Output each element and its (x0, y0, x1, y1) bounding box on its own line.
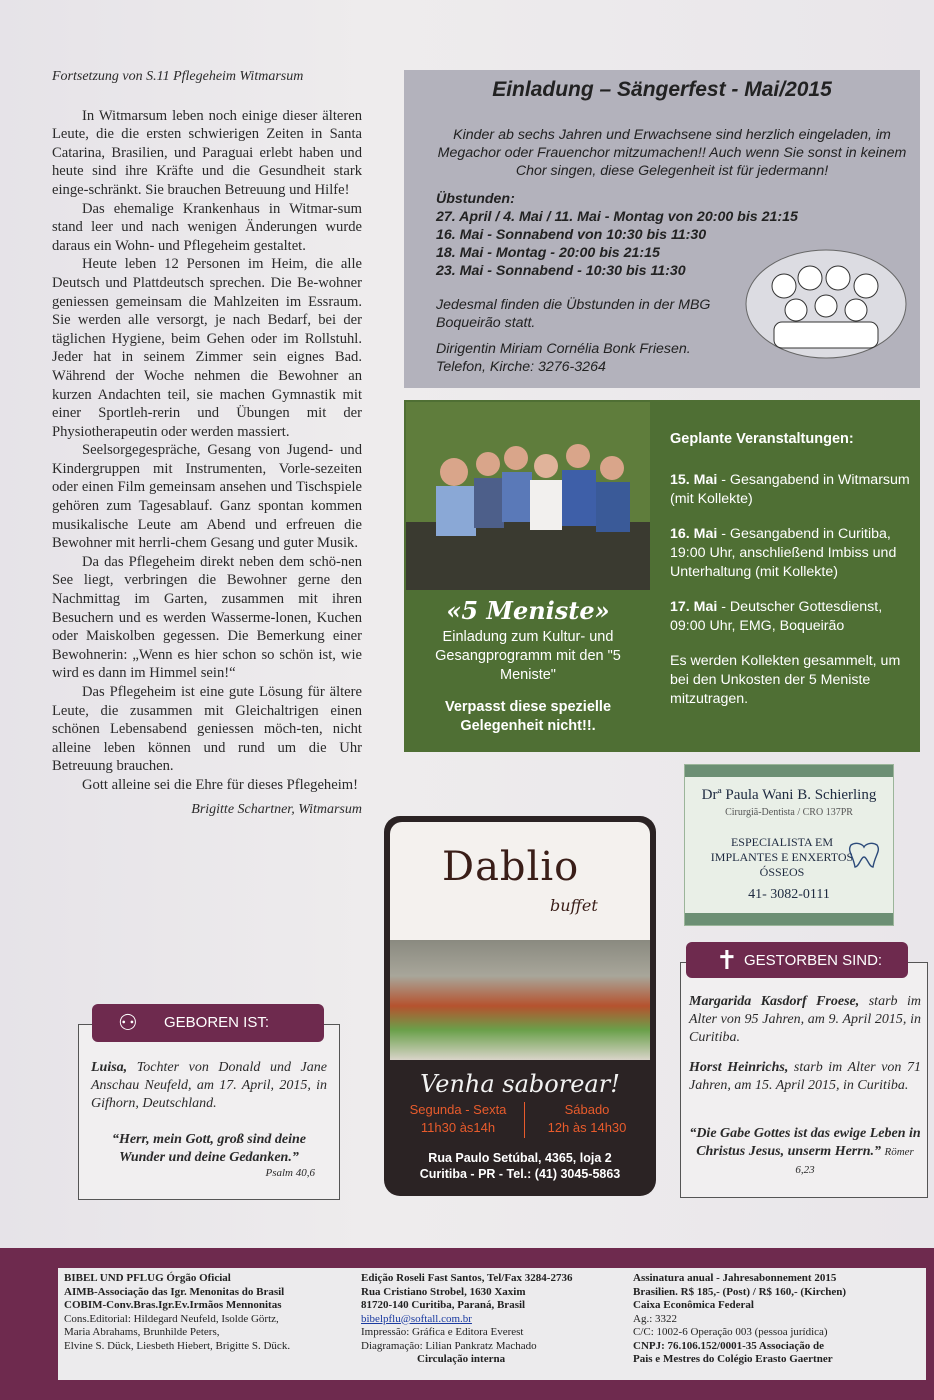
meniste-cta: Verpasst diese spezielle Gelegenheit nicht!!. (444, 699, 612, 734)
buffet-logo-area (390, 822, 650, 940)
gestorben-box (680, 962, 928, 1198)
einladung-box (404, 70, 920, 388)
impressum-col-subscription: Assinatura anual - Jahresabonnement 2015 Brasilien. R$ 185,- (Post) / R$ 160,- (Kirchen) Caixa Econômica Federal Ag.: 3322 C/C: 1002-6 Operação 003 (pessoa jurídica) CNPJ: 76.106.152/0001-35 Associação de Pais e Mestres do Colégio Erasto Gaertner (633, 1272, 847, 1365)
death-notice: Horst Heinrichs, starb im Alter von 71 Jahren, am 15. April 2015, in Curitiba. (689, 1060, 921, 1093)
buffet-hours-weekday: 11h30 às14h (420, 1120, 496, 1135)
death-quote: “Die Gabe Gottes ist das ewige Leben in Christus Jesus, unserm Herrn.” Römer 6,23 (689, 1126, 921, 1176)
birth-quote-ref: Psalm 40,6 (265, 1167, 315, 1179)
article-pflegeheim (52, 68, 362, 819)
continuation-note: Fortsetzung von S.11 Pflegeheim Witmarsum (52, 69, 304, 84)
events-note: Es werden Kollekten gesammelt, um bei den Unkosten der 5 Meniste mitzutragen. (670, 653, 901, 707)
buffet-logo-sub: buffet (550, 896, 598, 915)
buffet-slogan: Venha saborear! (420, 1070, 620, 1098)
telefon: Telefon, Kirche: 3276-3264 (436, 359, 606, 375)
dentist-specialty: ESPECIALISTA EM IMPLANTES E ENXERTOS ÓSSEOS (710, 835, 854, 879)
meniste-title: «5 Meniste» (446, 596, 610, 625)
buffet-food-photo (390, 940, 650, 1060)
article-signature: Brigitte Schartner, Witmarsum (191, 801, 362, 817)
birth-quote: “Herr, mein Gott, groß sind deine Wunder und deine Gedanken.” (111, 1132, 307, 1165)
email-link[interactable]: bibelpflu@softall.com.br (361, 1312, 472, 1325)
article-paragraph: Seelsorgegespräche, Gesang von Jugend- und Kindergruppen mit Instrumenten, Vorle-sezeiten oder einen Film gemeinsam ansehen und Tischspiele gehören zum Tagesablauf. Ganz spontan kommen musikalische Leute am Abend und erfreuen die Bewohner mit herrli-chem Gesang und guter Musik. (52, 442, 362, 552)
uebstunde-item: 23. Mai - Sonnabend - 10:30 bis 11:30 (436, 263, 686, 279)
article-paragraph: In Witmarsum leben noch einige dieser älteren Leute, die die ersten schwierigen Zeiten in Santa Catarina, Brasilien, und Paraguai erlebt haben und heute sind ihre Kräfte und die Gesundheit stark einge-schränkt. Sie brauchen Betreuung und Hilfe! (52, 107, 362, 198)
article-paragraph: Das ehemalige Krankenhaus in Witmar-sum stand leer und nach wenigen Änderungen wurde daraus ein Wohn- und Pflegeheim gestaltet. (52, 200, 362, 254)
article-paragraph: Heute leben 12 Personen im Heim, die alle Deutsch und Plattdeutsch sprechen. Die Be-wohner geniessen gemeinsam die Mahlzeiten im Essraum. Sie werden alle versorgt, je nach Bedarf, bei der täglichen Hygiene, beim Gehen oder im Rollstuhl. Jeder hat in seinem Zimmer sein eignes Bad. Während der Woche nehmen die Bewohner an kurzen Andachten teil, sie machen Gymnastik mit einer Sportleh-rerin und Übungen mit der Physiotherapeutin oder werden massiert. (52, 256, 362, 440)
buffet-street: Rua Paulo Setúbal, 4365, loja 2 (428, 1151, 612, 1165)
uebstunde-item: 16. Mai - Sonnabend von 10:30 bis 11:30 (436, 227, 707, 243)
article-paragraph: Gott alleine sei die Ehre für dieses Pflegeheim! (82, 776, 358, 793)
dentist-name: Drª Paula Wani B. Schierling (701, 787, 877, 803)
einladung-title: Einladung – Sängerfest - Mai/2015 (492, 78, 832, 101)
buffet-day-saturday: Sábado (564, 1102, 610, 1117)
meniste-events (670, 430, 918, 725)
footer-band (0, 1248, 934, 1400)
einladung-contact (436, 340, 756, 376)
decorative-band (685, 913, 893, 925)
uebstunde-item: 18. Mai - Montag - 20:00 bis 21:15 (436, 245, 660, 261)
dentist-phone: 41- 3082-0111 (748, 887, 830, 902)
gestorben-heading: GESTORBEN SIND: (744, 952, 883, 969)
events-heading: Geplante Veranstaltungen: (670, 431, 854, 447)
choir-illustration (744, 248, 908, 360)
dirigentin: Dirigentin Miriam Cornélia Bonk Friesen. (436, 341, 691, 357)
geboren-box (78, 1024, 340, 1200)
einladung-intro: Kinder ab sechs Jahren und Erwachsene sind herzlich eingeladen, im Megachor oder Frauenchor mitzumachen!! Auch wenn Sie sonst in keinem Chor singen, diese Gelegenheit ist für jedermann! (437, 127, 907, 179)
meniste-photo (406, 402, 650, 590)
dentist-title: Cirurgiã-Dentista / CRO 137PR (725, 807, 853, 818)
death-notice: Margarida Kasdorf Froese, starb im Alter von 95 Jahren, am 9. April 2015, in Curitiba. (689, 994, 921, 1045)
event-item: 17. Mai - Deutscher Gottesdienst, 09:00 Uhr, EMG, Boqueirão (670, 599, 883, 634)
event-item: 15. Mai - Gesangabend in Witmarsum (mit Kollekte) (670, 472, 910, 507)
geboren-header (92, 1004, 324, 1042)
buffet-city-phone: Curitiba - PR - Tel.: (41) 3045-5863 (419, 1167, 621, 1181)
meniste-box (404, 400, 920, 752)
cross-icon: ✝ (716, 945, 738, 975)
impressum (58, 1268, 926, 1380)
article-paragraph: Das Pflegeheim ist eine gute Lösung für ältere Leute, die zusammen mit Gleichaltrigen einen schönen Lebensabend geniessen möch-ten, nicht alleine leben können und rund um die Uhr Betreuung brauchen. (52, 684, 362, 775)
meniste-subtitle: Einladung zum Kultur- und Gesangprogramm mit den "5 Meniste" (435, 629, 621, 683)
geboren-heading: GEBOREN IST: (164, 1014, 270, 1031)
uebstunden-label: Übstunden: (436, 191, 515, 207)
uebstunde-item: 27. April / 4. Mai / 11. Mai - Montag von 20:00 bis 21:15 (436, 209, 798, 225)
decorative-band (685, 765, 893, 777)
buffet-day-weekday: Segunda - Sexta (409, 1102, 507, 1117)
event-item: 16. Mai - Gesangabend in Curitiba, 19:00 Uhr, anschließend Imbiss und Unterhaltung (mit Kollekte) (670, 526, 897, 580)
dentist-ad (684, 764, 894, 926)
divider (524, 1102, 525, 1138)
death-quote-ref: Römer 6,23 (795, 1146, 914, 1176)
buffet-hours-saturday: 12h às 14h30 (547, 1120, 627, 1135)
buffet-logo: Dablio (442, 844, 580, 890)
article-paragraph: Da das Pflegeheim direkt neben dem schö-nen See liegt, verbringen die Bewohner gerne den Nachmittag im Garten, zusammen mit ihren Besuchern und es werden Wassermе-lonen, Kuchen oder Maiskolben gegessen. Die Bemerkung einer Bewohnerin: „Wenn es hier schon so schön ist, wie wird es dann im Himmel sein!“ (52, 553, 362, 682)
einladung-location: Jedesmal finden die Übstunden in der MBG Boqueirão statt. (436, 297, 711, 331)
gestorben-header (686, 942, 908, 978)
tooth-icon (847, 841, 881, 869)
impressum-col-publisher: BIBEL UND PFLUG Órgão Oficial AIMB-Associação das Igr. Menonitas do Brasil COBIM-Conv.Bras.Igr.Ev.Irmãos Mennonitas Cons.Editorial: Hildegard Neufeld, Isolde Görtz, Maria Abrahams, Brunhilde Peters, Elvine S. Dück, Liesbeth Hiebert, Brigitte S. Dück. (64, 1272, 291, 1352)
birth-notice: Luisa, Tochter von Donald und Jane Anschau Neufeld, am 17. April, 2015, in Gifhorn, Deutschland. (91, 1060, 327, 1111)
baby-carriage-icon: ⚇ (118, 1010, 138, 1035)
buffet-ad (384, 816, 656, 1196)
impressum-col-edition: Edição Roseli Fast Santos, Tel/Fax 3284-2736 Rua Cristiano Strobel, 1630 Xaxim 81720-140 Curitiba, Paraná, Brasil bibelpflu@softall.com.br Impressão: Gráfica e Editora Everest Diagramação: Lilian Pankratz Machado Circulação interna (361, 1272, 631, 1367)
buffet-address (384, 1150, 656, 1182)
